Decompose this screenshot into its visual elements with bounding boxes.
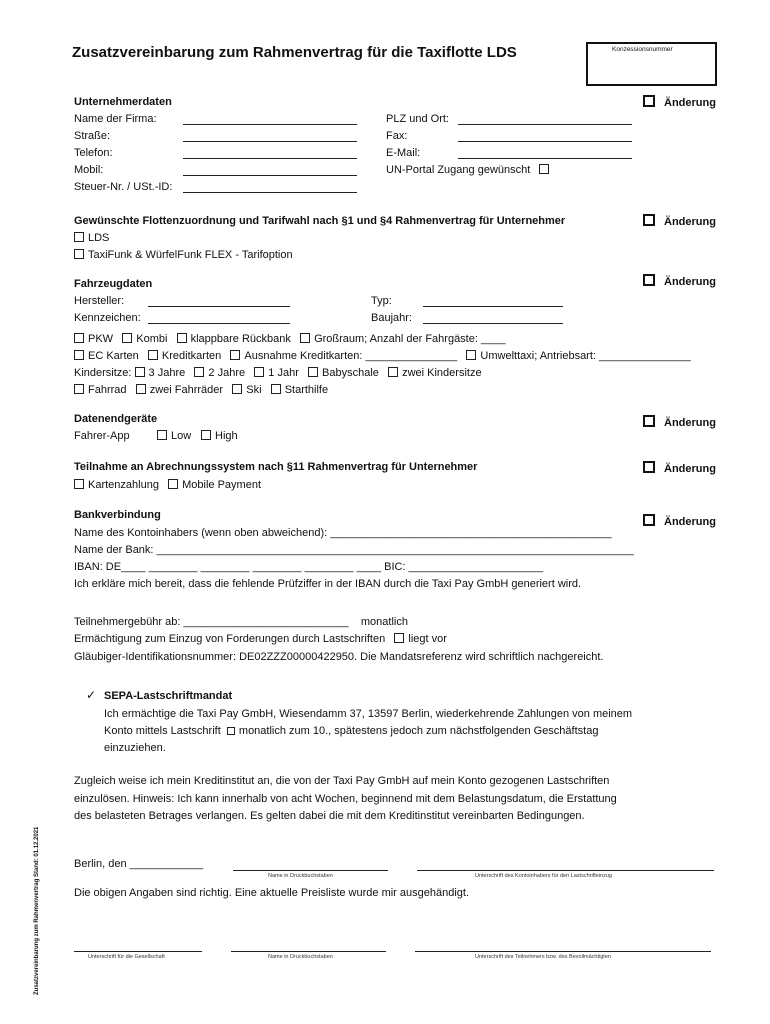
zugleich-line-2: einzulösen. Hinweis: Ich kann innerhalb von acht Wochen, beginnend mit dem Belastungsdatum, die Erstattung bbox=[74, 793, 617, 805]
checkbox-icon[interactable] bbox=[74, 249, 84, 259]
checkbox-icon[interactable] bbox=[643, 95, 655, 107]
sepa-heading: SEPA-Lastschriftmandat bbox=[104, 690, 233, 702]
checkbox-icon[interactable] bbox=[74, 333, 84, 343]
option-ec[interactable]: EC Karten bbox=[74, 350, 139, 362]
checkbox-icon[interactable] bbox=[271, 384, 281, 394]
label-typ: Typ: bbox=[371, 295, 392, 307]
option-mobile-payment[interactable]: Mobile Payment bbox=[168, 479, 261, 491]
field-unterschrift-gesellschaft[interactable] bbox=[74, 951, 202, 952]
field-kennzeichen[interactable] bbox=[148, 323, 290, 324]
label-firma: Name der Firma: bbox=[74, 113, 157, 125]
kindersitze-label: Kindersitze: bbox=[74, 367, 132, 379]
label-email: E-Mail: bbox=[386, 147, 421, 159]
glaeubiger-id-text: Gläubiger-Identifikationsnummer: DE02ZZZ00000422950. Die Mandatsreferenz wird schriftlich nachgereicht. bbox=[74, 651, 604, 663]
monatlich-label: monatlich bbox=[360, 616, 408, 628]
fahrzeug-row-2 bbox=[74, 350, 691, 362]
checkbox-icon[interactable] bbox=[201, 430, 211, 440]
ermaechtigung-label: Ermächtigung zum Einzug von Forderungen durch Lastschriften bbox=[74, 633, 386, 645]
section-unternehmer-heading: Unternehmerdaten bbox=[74, 96, 172, 108]
option-babyschale[interactable]: Babyschale bbox=[308, 367, 379, 379]
option-fahrrad[interactable]: Fahrrad bbox=[74, 384, 127, 396]
field-iban-bic[interactable]: IBAN: DE____ ________ ________ ________ ________ ____ BIC: ______________________ bbox=[74, 561, 544, 573]
checkbox-icon[interactable] bbox=[122, 333, 132, 343]
sepa-line-1: Ich ermächtige die Taxi Pay GmbH, Wiesendamm 37, 13597 Berlin, wiederkehrende Zahlungen von meinem bbox=[104, 708, 633, 720]
field-telefon[interactable] bbox=[183, 158, 357, 159]
checkbox-icon[interactable] bbox=[388, 367, 398, 377]
option-zwei-kindersitze[interactable]: zwei Kindersitze bbox=[388, 367, 481, 379]
field-firma[interactable] bbox=[183, 124, 357, 125]
field-email[interactable] bbox=[458, 158, 632, 159]
checkbox-icon[interactable] bbox=[135, 367, 145, 377]
aenderung-flotte[interactable]: Änderung bbox=[643, 214, 716, 228]
aenderung-unternehmer[interactable]: Änderung bbox=[643, 95, 716, 109]
checkbox-icon[interactable] bbox=[643, 274, 655, 286]
option-kreditkarten[interactable]: Kreditkarten bbox=[148, 350, 221, 362]
option-ausnahme[interactable]: Ausnahme Kreditkarten: _______________ bbox=[230, 350, 457, 362]
sepa-line-2: Konto mittels Lastschrift monatlich zum 10., spätestens jedoch zum nächstfolgenden Geschäftstag bbox=[104, 725, 599, 737]
label-baujahr: Baujahr: bbox=[371, 312, 412, 324]
label-plz: PLZ und Ort: bbox=[386, 113, 449, 125]
field-teilnehmergebuehr[interactable]: Teilnehmergebühr ab: ___________________________ bbox=[74, 616, 349, 628]
option-low[interactable]: Low bbox=[157, 430, 191, 442]
checkbox-icon[interactable] bbox=[643, 415, 655, 427]
option-kartenzahlung[interactable]: Kartenzahlung bbox=[74, 479, 159, 491]
abrechnung-options bbox=[74, 479, 261, 491]
checkbox-icon[interactable] bbox=[227, 727, 235, 735]
footer-vertical-text: Zusatzvereinbarung zum Rahmenvertrag Stand: 01.12.2021 bbox=[34, 826, 40, 995]
checkbox-icon[interactable] bbox=[254, 367, 264, 377]
option-umwelttaxi[interactable]: Umwelttaxi; Antriebsart: _______________ bbox=[466, 350, 690, 362]
field-bankname[interactable]: Name der Bank: ______________________________________________________________________________ bbox=[74, 544, 634, 556]
aenderung-daten[interactable]: Änderung bbox=[643, 415, 716, 429]
checkbox-icon[interactable] bbox=[308, 367, 318, 377]
label-hersteller: Hersteller: bbox=[74, 295, 125, 307]
option-kombi[interactable]: Kombi bbox=[122, 333, 167, 345]
option-3-jahre[interactable]: 3 Jahre bbox=[135, 367, 186, 379]
option-lds[interactable]: LDS bbox=[74, 232, 109, 244]
aenderung-bank[interactable]: Änderung bbox=[643, 514, 716, 528]
label-telefon: Telefon: bbox=[74, 147, 113, 159]
field-unterschrift-kontoinhaber[interactable] bbox=[417, 870, 714, 871]
checkbox-icon[interactable] bbox=[194, 367, 204, 377]
field-plz[interactable] bbox=[458, 124, 632, 125]
pruefziffer-text: Ich erkläre mich bereit, dass die fehlende Prüfziffer in der IBAN durch die Taxi Pay GmbH generiert wird. bbox=[74, 578, 582, 590]
field-strasse[interactable] bbox=[183, 141, 357, 142]
checkbox-icon[interactable] bbox=[394, 633, 404, 643]
label-kennzeichen: Kennzeichen: bbox=[74, 312, 141, 324]
label-name-druck-1: Name in Druckbuchstaben bbox=[268, 873, 333, 879]
field-ort-datum[interactable]: Berlin, den ____________ bbox=[74, 858, 204, 870]
aenderung-fahrzeug[interactable]: Änderung bbox=[643, 274, 716, 288]
zugleich-line-3: des belasteten Betrages verlangen. Es gelten dabei die mit dem Kreditinstitut vereinbarten Bedingungen. bbox=[74, 810, 585, 822]
ermaechtigung-line bbox=[74, 633, 447, 645]
section-bank-heading: Bankverbindung bbox=[74, 509, 161, 521]
option-pkw[interactable]: PKW bbox=[74, 333, 113, 345]
checkbox-icon[interactable] bbox=[168, 479, 178, 489]
konzession-label: Konzessionsnummer bbox=[612, 46, 673, 53]
section-fahrzeug-heading: Fahrzeugdaten bbox=[74, 278, 153, 290]
label-unterschrift-gesellschaft: Unterschrift für die Gesellschaft bbox=[88, 954, 165, 960]
checkbox-icon[interactable] bbox=[539, 164, 549, 174]
checkbox-icon[interactable] bbox=[466, 350, 476, 360]
fahrzeug-row-3 bbox=[74, 367, 482, 379]
checkbox-icon[interactable] bbox=[643, 514, 655, 526]
field-steuer[interactable] bbox=[183, 192, 357, 193]
konzession-box[interactable] bbox=[586, 42, 717, 86]
richtig-text: Die obigen Angaben sind richtig. Eine aktuelle Preisliste wurde mir ausgehändigt. bbox=[74, 887, 470, 899]
field-fax[interactable] bbox=[458, 141, 632, 142]
label-mobil: Mobil: bbox=[74, 164, 104, 176]
field-mobil[interactable] bbox=[183, 175, 357, 176]
gebuehr-line bbox=[74, 616, 408, 628]
option-grossraum[interactable]: Großraum; Anzahl der Fahrgäste: ____ bbox=[300, 333, 505, 345]
section-flotte-heading: Gewünschte Flottenzuordnung und Tarifwahl nach §1 und §4 Rahmenvertrag für Unternehmer bbox=[74, 215, 566, 227]
field-baujahr[interactable] bbox=[423, 323, 563, 324]
option-1-jahr[interactable]: 1 Jahr bbox=[254, 367, 299, 379]
checkbox-icon[interactable] bbox=[148, 350, 158, 360]
checkbox-icon[interactable] bbox=[232, 384, 242, 394]
fahrzeug-row-4 bbox=[74, 384, 328, 396]
section-daten-heading: Datenendgeräte bbox=[74, 413, 158, 425]
sepa-line-3: einzuziehen. bbox=[104, 742, 166, 754]
option-starthilfe[interactable]: Starthilfe bbox=[271, 384, 328, 396]
checkbox-icon[interactable] bbox=[74, 350, 84, 360]
label-unterschrift-teilnehmer: Unterschrift des Teilnehmers bzw. des Bevollmächtigten bbox=[475, 954, 611, 960]
portal-option[interactable]: UN-Portal Zugang gewünscht bbox=[386, 164, 553, 176]
checkbox-icon[interactable] bbox=[74, 232, 84, 242]
aenderung-abrechnung[interactable]: Änderung bbox=[643, 461, 716, 475]
field-typ[interactable] bbox=[423, 306, 563, 307]
option-taxifunk[interactable]: TaxiFunk & WürfelFunk FLEX - Tarifoption bbox=[74, 249, 293, 261]
label-fax: Fax: bbox=[386, 130, 408, 142]
checkbox-icon[interactable] bbox=[136, 384, 146, 394]
option-zwei-fahrraeder[interactable]: zwei Fahrräder bbox=[136, 384, 223, 396]
field-name-druck-2[interactable] bbox=[231, 951, 386, 952]
field-hersteller[interactable] bbox=[148, 306, 290, 307]
zugleich-line-1: Zugleich weise ich mein Kreditinstitut an, die von der Taxi Pay GmbH auf mein Konto gezogenen Lastschriften bbox=[74, 775, 610, 787]
checkbox-icon[interactable] bbox=[157, 430, 167, 440]
option-2-jahre[interactable]: 2 Jahre bbox=[194, 367, 245, 379]
fahrzeug-row-1 bbox=[74, 333, 505, 345]
option-monatlich[interactable]: monatlich zum 10., spätestens jedoch zum nächstfolgenden Geschäftstag bbox=[227, 725, 599, 737]
field-name-druck-1[interactable] bbox=[233, 870, 388, 871]
checkbox-icon[interactable] bbox=[643, 214, 655, 226]
label-fahrer-app: Fahrer-App bbox=[74, 430, 130, 442]
field-kontoinhaber[interactable]: Name des Kontoinhabers (wenn oben abweichend): ______________________________________________ bbox=[74, 527, 612, 539]
page-title: Zusatzvereinbarung zum Rahmenvertrag für die Taxiflotte LDS bbox=[72, 44, 517, 61]
checkbox-icon[interactable] bbox=[300, 333, 310, 343]
option-liegt-vor[interactable]: liegt vor bbox=[394, 633, 447, 645]
checkbox-icon[interactable] bbox=[230, 350, 240, 360]
field-unterschrift-teilnehmer[interactable] bbox=[415, 951, 711, 952]
checkbox-icon[interactable] bbox=[74, 384, 84, 394]
section-abrechnung-heading: Teilnahme an Abrechnungssystem nach §11 Rahmenvertrag für Unternehmer bbox=[74, 461, 478, 473]
label-strasse: Straße: bbox=[74, 130, 111, 142]
option-high[interactable]: High bbox=[201, 430, 238, 442]
checkbox-icon[interactable] bbox=[643, 461, 655, 473]
option-ski[interactable]: Ski bbox=[232, 384, 261, 396]
label-unterschrift-kontoinhaber: Unterschrift des Kontoinhabers für den Lastschrifteinzug bbox=[475, 873, 612, 879]
checkbox-icon[interactable] bbox=[74, 479, 84, 489]
checkbox-icon[interactable] bbox=[177, 333, 187, 343]
label-name-druck-2: Name in Druckbuchstaben bbox=[268, 954, 333, 960]
option-rueckbank[interactable]: klappbare Rückbank bbox=[177, 333, 291, 345]
check-icon: ✓ bbox=[86, 688, 97, 702]
label-steuer: Steuer-Nr. / USt.-ID: bbox=[74, 181, 173, 193]
